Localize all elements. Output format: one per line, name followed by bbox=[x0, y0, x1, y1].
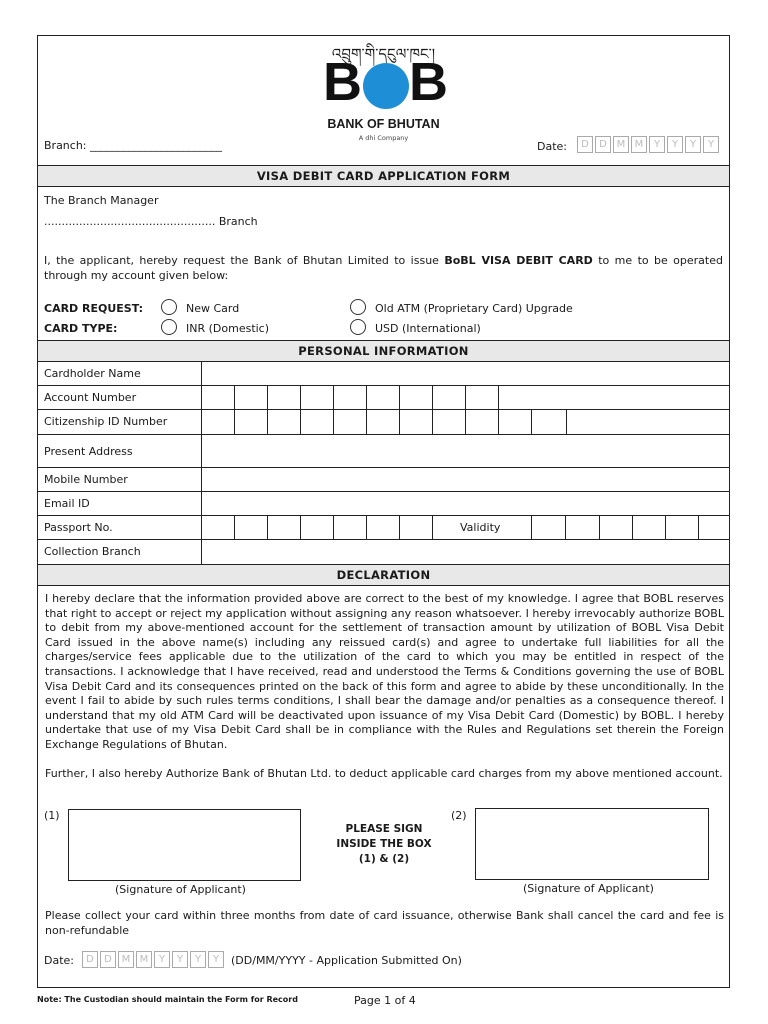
addressee-line1: The Branch Manager bbox=[44, 194, 159, 207]
collection-branch-label: Collection Branch bbox=[44, 545, 141, 558]
mobile-number-label: Mobile Number bbox=[44, 473, 128, 486]
bank-name: BANK OF BHUTAN bbox=[327, 117, 440, 131]
branch-blank: ________________________ bbox=[90, 139, 223, 152]
present-address-row bbox=[38, 435, 729, 468]
cid-digit-cell[interactable] bbox=[399, 410, 432, 434]
card-product-name: BoBL VISA DEBIT CARD bbox=[444, 254, 593, 267]
collection-branch-input[interactable] bbox=[202, 540, 729, 564]
passport-digit-cell[interactable] bbox=[234, 516, 267, 539]
email-input[interactable] bbox=[202, 492, 729, 515]
date-box: M bbox=[613, 136, 629, 153]
signature-number-1: (1) bbox=[44, 809, 60, 822]
request-text-before: I, the applicant, hereby request the Bank of Bhutan Limited to issue bbox=[44, 254, 445, 267]
account-digit-cell[interactable] bbox=[399, 386, 432, 409]
date-box: Y bbox=[172, 951, 188, 968]
account-digit-cell[interactable] bbox=[366, 386, 399, 409]
passport-row bbox=[38, 516, 729, 540]
date-label: Date: bbox=[537, 140, 567, 153]
cardholder-name-row bbox=[38, 362, 729, 386]
date-box: D bbox=[595, 136, 611, 153]
passport-digit-cell[interactable] bbox=[399, 516, 432, 539]
account-digit-cell[interactable] bbox=[201, 386, 234, 409]
company-tagline: A dhi Company bbox=[358, 134, 409, 142]
date-box: D bbox=[577, 136, 593, 153]
present-address-label: Present Address bbox=[44, 445, 133, 458]
branch-field[interactable] bbox=[44, 139, 222, 152]
mobile-number-row bbox=[38, 468, 729, 492]
account-digit-cell[interactable] bbox=[267, 386, 300, 409]
date-box: Y bbox=[154, 951, 170, 968]
cid-digit-cell[interactable] bbox=[234, 410, 267, 434]
cardholder-name-input[interactable] bbox=[202, 362, 729, 385]
date-box: Y bbox=[667, 136, 683, 153]
account-digit-cell[interactable] bbox=[234, 386, 267, 409]
usd-international-radio[interactable] bbox=[350, 319, 366, 335]
passport-digit-cell[interactable] bbox=[300, 516, 333, 539]
atm-upgrade-label: Old ATM (Proprietary Card) Upgrade bbox=[375, 302, 573, 315]
usd-international-label: USD (International) bbox=[375, 322, 481, 335]
validity-digit-cell[interactable] bbox=[565, 516, 598, 539]
passport-label: Passport No. bbox=[44, 521, 113, 534]
branch-label: Branch: bbox=[44, 139, 91, 152]
page-number: Page 1 of 4 bbox=[354, 994, 416, 1007]
citizenship-id-label: Citizenship ID Number bbox=[44, 415, 168, 428]
date-input[interactable] bbox=[577, 135, 719, 154]
date-box: D bbox=[100, 951, 116, 968]
addressee-branch-field[interactable]: ................................................. Branch bbox=[44, 215, 258, 228]
bottom-date-note: (DD/MM/YYYY - Application Submitted On) bbox=[231, 954, 462, 967]
citizenship-id-row bbox=[38, 410, 729, 435]
date-box: Y bbox=[703, 136, 719, 153]
cid-digit-cell[interactable] bbox=[498, 410, 531, 434]
account-digit-cell[interactable] bbox=[432, 386, 465, 409]
passport-digit-cell[interactable] bbox=[201, 516, 234, 539]
declaration-heading: DECLARATION bbox=[38, 564, 729, 586]
account-number-label: Account Number bbox=[44, 391, 137, 404]
declaration-text: I hereby declare that the information provided above are correct to the best of my knowledge. I agree that BOBL reserves that right to accept or reject my application without assigning any reason whatsoever. I hereby irrevocably authorize BOBL to debit from my above-mentioned account for the settlement of transaction amount by utilization of BOBL Visa Debit Card issued in the above name(s) including any reissued card(s) and agree to undertake full liabilities for all the charges/service fees applicable due to the utilization of the card to which you may be entitled in respect of the transactions. I acknowledge that I have received, read and understood the Terms & Conditions governing the use of BOBL Visa Debit Card and its consequences printed on the back of this form and agree to abide by these unconditionally. In the event I fail to abide by such rules terms conditions, I shall bear the damage and/or penalties as a consequence thereof. I understand that my old ATM Card will be deactivated upon issuance of my Visa Debit Card (Domestic) by BOBL. I hereby undertake that use of my Visa Debit Card shall be in compliance with the Rules and Regulations set therein the Foreign Exchange Regulations of Bhutan. bbox=[45, 592, 724, 751]
account-digit-cell[interactable] bbox=[333, 386, 366, 409]
date-box: M bbox=[118, 951, 134, 968]
bottom-date-input[interactable] bbox=[82, 950, 226, 969]
new-card-radio[interactable] bbox=[161, 299, 177, 315]
passport-digit-cell[interactable] bbox=[267, 516, 300, 539]
logo-letter-b-right: B bbox=[409, 52, 448, 112]
cid-digit-cell[interactable] bbox=[267, 410, 300, 434]
sign-instruction bbox=[308, 822, 460, 867]
date-box: Y bbox=[208, 951, 224, 968]
authorize-text: Further, I also hereby Authorize Bank of Bhutan Ltd. to deduct applicable card charges from my above mentioned account. bbox=[45, 767, 723, 780]
request-line1 bbox=[44, 254, 723, 267]
date-box: D bbox=[82, 951, 98, 968]
cid-digit-cell[interactable] bbox=[432, 410, 465, 434]
request-line2: through my account given below: bbox=[44, 269, 229, 282]
dzongkha-bank-name: འབྲུག་གི་དངུལ་ཁང་། bbox=[331, 45, 436, 63]
inr-domestic-label: INR (Domestic) bbox=[186, 322, 270, 335]
date-box: Y bbox=[190, 951, 206, 968]
cid-digit-cell[interactable] bbox=[201, 410, 234, 434]
cid-digit-cell[interactable] bbox=[366, 410, 399, 434]
account-digit-cell[interactable] bbox=[465, 386, 498, 409]
collect-notice: Please collect your card within three months from date of card issuance, otherwise Bank shall cancel the card and fee is non-refundable bbox=[45, 909, 724, 937]
application-form bbox=[37, 35, 730, 988]
cid-digit-cell[interactable] bbox=[465, 410, 498, 434]
request-text-after: to me to be operated bbox=[592, 254, 723, 267]
date-box: Y bbox=[649, 136, 665, 153]
present-address-input[interactable] bbox=[202, 435, 729, 467]
form-title: VISA DEBIT CARD APPLICATION FORM bbox=[38, 165, 729, 187]
custodian-note: Note: The Custodian should maintain the Form for Record bbox=[37, 995, 298, 1004]
email-row bbox=[38, 492, 729, 516]
date-box: M bbox=[631, 136, 647, 153]
signature-box-1[interactable] bbox=[68, 809, 301, 881]
bottom-date-label: Date: bbox=[44, 954, 74, 967]
personal-info-heading: PERSONAL INFORMATION bbox=[38, 340, 729, 362]
validity-label: Validity bbox=[460, 521, 501, 534]
email-label: Email ID bbox=[44, 497, 90, 510]
signature-number-2: (2) bbox=[451, 809, 467, 822]
passport-digit-cell[interactable] bbox=[366, 516, 399, 539]
sign-instruction-line3: (1) & (2) bbox=[358, 853, 410, 865]
cid-digit-cell[interactable] bbox=[333, 410, 366, 434]
logo-letter-b-left: B bbox=[323, 52, 362, 112]
account-number-row bbox=[38, 386, 729, 410]
date-box: M bbox=[136, 951, 152, 968]
cardholder-name-label: Cardholder Name bbox=[44, 367, 141, 380]
account-digit-cell[interactable] bbox=[300, 386, 333, 409]
inr-domestic-radio[interactable] bbox=[161, 319, 177, 335]
card-request-label: CARD REQUEST: bbox=[44, 302, 144, 315]
atm-upgrade-radio[interactable] bbox=[350, 299, 366, 315]
signature-caption-1: (Signature of Applicant) bbox=[115, 883, 246, 896]
new-card-label: New Card bbox=[186, 302, 240, 315]
passport-digit-cell[interactable] bbox=[333, 516, 366, 539]
validity-digit-cell[interactable] bbox=[531, 516, 564, 539]
cid-digit-cell[interactable] bbox=[300, 410, 333, 434]
collection-branch-row bbox=[38, 540, 729, 564]
signature-caption-2: (Signature of Applicant) bbox=[523, 882, 654, 895]
sign-instruction-line1: PLEASE SIGN bbox=[345, 823, 423, 835]
card-type-label: CARD TYPE: bbox=[44, 322, 118, 335]
validity-digit-cell[interactable] bbox=[599, 516, 632, 539]
sign-instruction-line2: INSIDE THE BOX bbox=[336, 838, 432, 850]
date-box: Y bbox=[685, 136, 701, 153]
mobile-number-input[interactable] bbox=[202, 468, 729, 491]
validity-digit-cell[interactable] bbox=[665, 516, 698, 539]
signature-box-2[interactable] bbox=[475, 808, 709, 880]
logo-circle-icon bbox=[363, 63, 409, 109]
cid-digit-cell[interactable] bbox=[531, 410, 564, 434]
validity-digit-cell[interactable] bbox=[632, 516, 665, 539]
